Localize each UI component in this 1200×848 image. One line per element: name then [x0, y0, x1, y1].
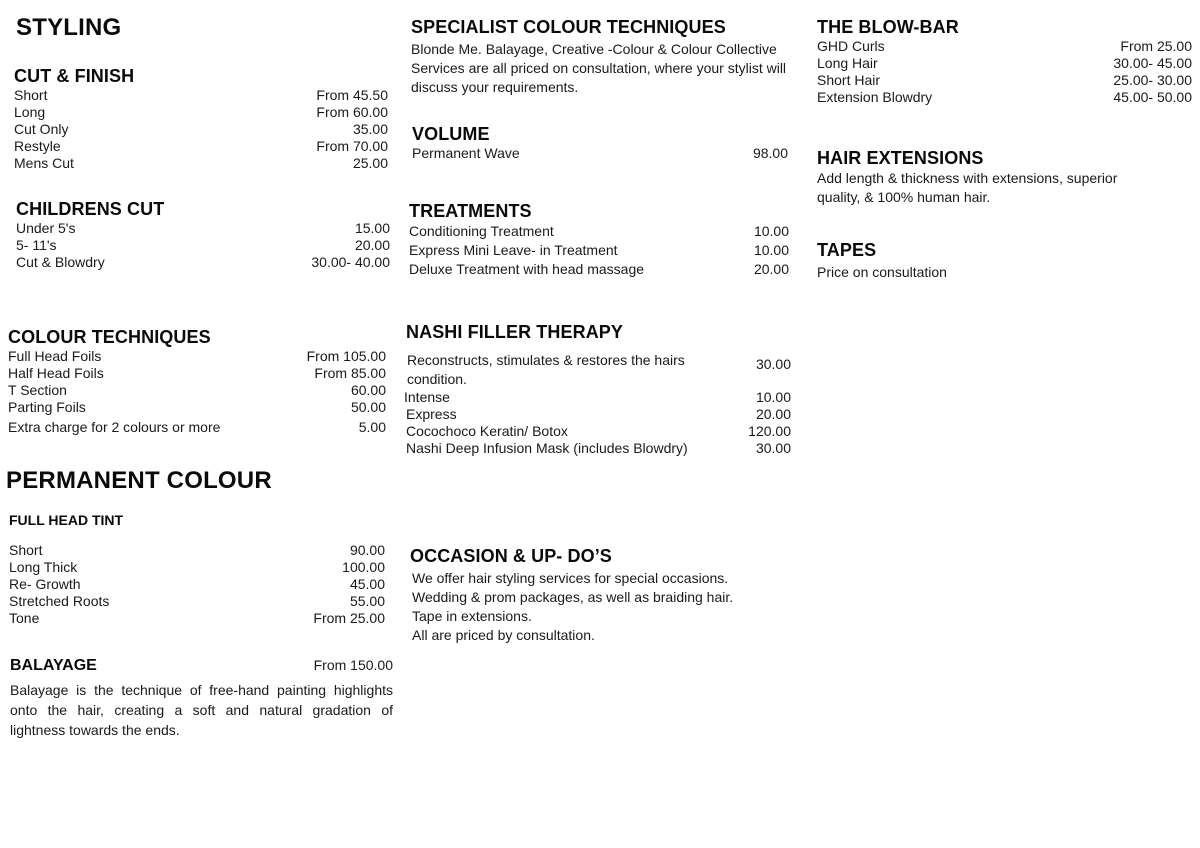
item-price: 90.00	[349, 542, 385, 558]
item-name: Mens Cut	[14, 155, 74, 171]
occasion-heading: OCCASION & UP- DO’S	[410, 546, 612, 566]
tapes-section	[817, 240, 1162, 282]
childrens-cut-heading: CHILDRENS CUT	[16, 199, 165, 219]
colour-techniques-section	[8, 327, 386, 436]
permanent-colour-heading: PERMANENT COLOUR	[6, 467, 272, 494]
item-price: From 25.00	[1120, 38, 1192, 54]
item-name: 5- 11's	[16, 237, 57, 253]
list-item	[404, 389, 791, 406]
list-item	[406, 423, 791, 440]
item-name: Express	[406, 406, 457, 422]
list-item	[406, 351, 791, 389]
list-item	[817, 72, 1192, 89]
item-price: 30.00- 45.00	[1113, 55, 1192, 71]
item-price: 25.00- 30.00	[1113, 72, 1192, 88]
item-name: Full Head Foils	[8, 348, 102, 364]
balayage-price: From 150.00	[313, 657, 393, 673]
volume-heading: VOLUME	[412, 124, 490, 144]
item-price: 25.00	[352, 155, 388, 171]
item-price: 20.00	[755, 406, 791, 422]
tapes-heading: TAPES	[817, 240, 877, 260]
tapes-description: Price on consultation	[817, 264, 947, 280]
item-name: Express Mini Leave- in Treatment	[409, 242, 618, 258]
colour-techniques-heading: COLOUR TECHNIQUES	[8, 327, 211, 347]
hair-extensions-section	[817, 148, 1162, 207]
item-price: 10.00	[753, 242, 789, 258]
item-name: Conditioning Treatment	[409, 223, 554, 239]
item-name: Half Head Foils	[8, 365, 104, 381]
item-price: From 45.50	[316, 87, 388, 103]
item-price: 30.00	[755, 440, 791, 456]
list-item	[409, 260, 789, 279]
list-item	[8, 365, 386, 382]
list-item	[409, 222, 789, 241]
nashi-section	[406, 322, 791, 457]
item-name: Long Hair	[817, 55, 878, 71]
item-name: Short	[14, 87, 48, 103]
item-name: Cut & Blowdry	[16, 254, 105, 270]
list-item	[817, 89, 1192, 106]
item-name: Long Thick	[9, 559, 78, 575]
list-item	[406, 440, 791, 457]
item-name: Short	[9, 542, 43, 558]
item-price: 45.00- 50.00	[1113, 89, 1192, 105]
item-name: Reconstructs, stimulates & restores the hairs condition.	[407, 352, 685, 387]
list-item	[16, 254, 390, 271]
list-item	[9, 576, 385, 593]
balayage-heading: BALAYAGE	[10, 657, 97, 674]
list-item	[9, 610, 385, 627]
item-price: 10.00	[755, 389, 791, 405]
list-item	[14, 121, 388, 138]
item-price: 5.00	[358, 419, 386, 435]
item-name: GHD Curls	[817, 38, 885, 54]
specialist-heading: SPECIALIST COLOUR TECHNIQUES	[411, 17, 726, 37]
occasion-line: Tape in extensions.	[412, 608, 532, 624]
list-item	[14, 87, 388, 104]
item-name: Tone	[9, 610, 40, 626]
list-item	[14, 138, 388, 155]
childrens-cut-section	[16, 199, 390, 271]
item-name: Under 5's	[16, 220, 76, 236]
item-price: 20.00	[753, 261, 789, 277]
item-name: Cut Only	[14, 121, 69, 137]
item-price: 50.00	[350, 399, 386, 415]
list-item	[817, 55, 1192, 72]
list-item	[14, 104, 388, 121]
specialist-section	[411, 17, 791, 97]
list-item	[409, 241, 789, 260]
full-head-tint-heading: FULL HEAD TINT	[9, 512, 124, 528]
item-name: Extra charge for 2 colours or more	[8, 419, 221, 435]
list-item	[16, 237, 390, 254]
item-price: 55.00	[349, 593, 385, 609]
occasion-section	[410, 546, 800, 645]
list-item	[9, 593, 385, 610]
item-name: Long	[14, 104, 46, 120]
item-price: From 60.00	[316, 104, 388, 120]
blowbar-heading: THE BLOW-BAR	[817, 17, 959, 37]
list-item	[14, 155, 388, 172]
list-item	[16, 220, 390, 237]
item-name: Deluxe Treatment with head massage	[409, 261, 645, 277]
list-item	[9, 559, 385, 576]
list-item	[8, 382, 386, 399]
item-price: 30.00- 40.00	[311, 254, 390, 270]
treatments-heading: TREATMENTS	[409, 201, 532, 221]
item-name: Stretched Roots	[9, 593, 110, 609]
item-name: Permanent Wave	[412, 145, 520, 161]
list-item	[406, 406, 791, 423]
item-price: 20.00	[354, 237, 390, 253]
item-price: From 85.00	[314, 365, 386, 381]
occasion-line: We offer hair styling services for special occasions.	[412, 570, 729, 586]
blowbar-section	[817, 17, 1192, 106]
balayage-header	[10, 657, 393, 674]
specialist-description: Blonde Me. Balayage, Creative -Colour & Colour Collective Services are all priced on consultation, where your stylist will discuss your requirements.	[411, 41, 787, 95]
list-item	[9, 542, 385, 559]
balayage-section	[10, 657, 393, 740]
item-price: 60.00	[350, 382, 386, 398]
item-name: T Section	[8, 382, 67, 398]
styling-heading: STYLING	[16, 14, 122, 41]
nashi-heading: NASHI FILLER THERAPY	[406, 322, 624, 342]
item-price: From 105.00	[306, 348, 386, 364]
occasion-line: All are priced by consultation.	[412, 627, 595, 643]
item-name: Short Hair	[817, 72, 881, 88]
item-price: 35.00	[352, 121, 388, 137]
item-name: Re- Growth	[9, 576, 81, 592]
item-name: Restyle	[14, 138, 61, 154]
item-price: 100.00	[342, 559, 385, 575]
list-item	[8, 399, 386, 416]
item-price: 98.00	[752, 145, 788, 161]
cut-finish-heading: CUT & FINISH	[14, 66, 135, 86]
full-head-tint-section	[9, 512, 385, 627]
list-item	[8, 348, 386, 365]
list-item	[412, 145, 788, 162]
item-price: 15.00	[354, 220, 390, 236]
list-item	[817, 38, 1192, 55]
item-price: 45.00	[349, 576, 385, 592]
list-item	[8, 419, 386, 436]
item-name: Cocochoco Keratin/ Botox	[406, 423, 568, 439]
item-price: 120.00	[748, 423, 791, 439]
item-name: Extension Blowdry	[817, 89, 933, 105]
balayage-description: Balayage is the technique of free-hand painting highlights onto the hair, creating a soft and natural gradation of lightness towards the ends.	[10, 682, 393, 738]
item-price: 10.00	[753, 223, 789, 239]
item-name: Intense	[404, 389, 450, 405]
cut-finish-section	[14, 66, 388, 172]
item-name: Nashi Deep Infusion Mask (includes Blowdry)	[406, 440, 688, 456]
item-price: 30.00	[755, 356, 791, 372]
item-name: Parting Foils	[8, 399, 86, 415]
volume-section	[412, 124, 788, 162]
hair-extensions-description: Add length & thickness with extensions, superior quality, & 100% human hair.	[817, 170, 1118, 205]
hair-extensions-heading: HAIR EXTENSIONS	[817, 148, 984, 168]
item-price: From 25.00	[313, 610, 385, 626]
treatments-section	[409, 201, 789, 279]
occasion-line: Wedding & prom packages, as well as braiding hair.	[412, 589, 734, 605]
item-price: From 70.00	[316, 138, 388, 154]
